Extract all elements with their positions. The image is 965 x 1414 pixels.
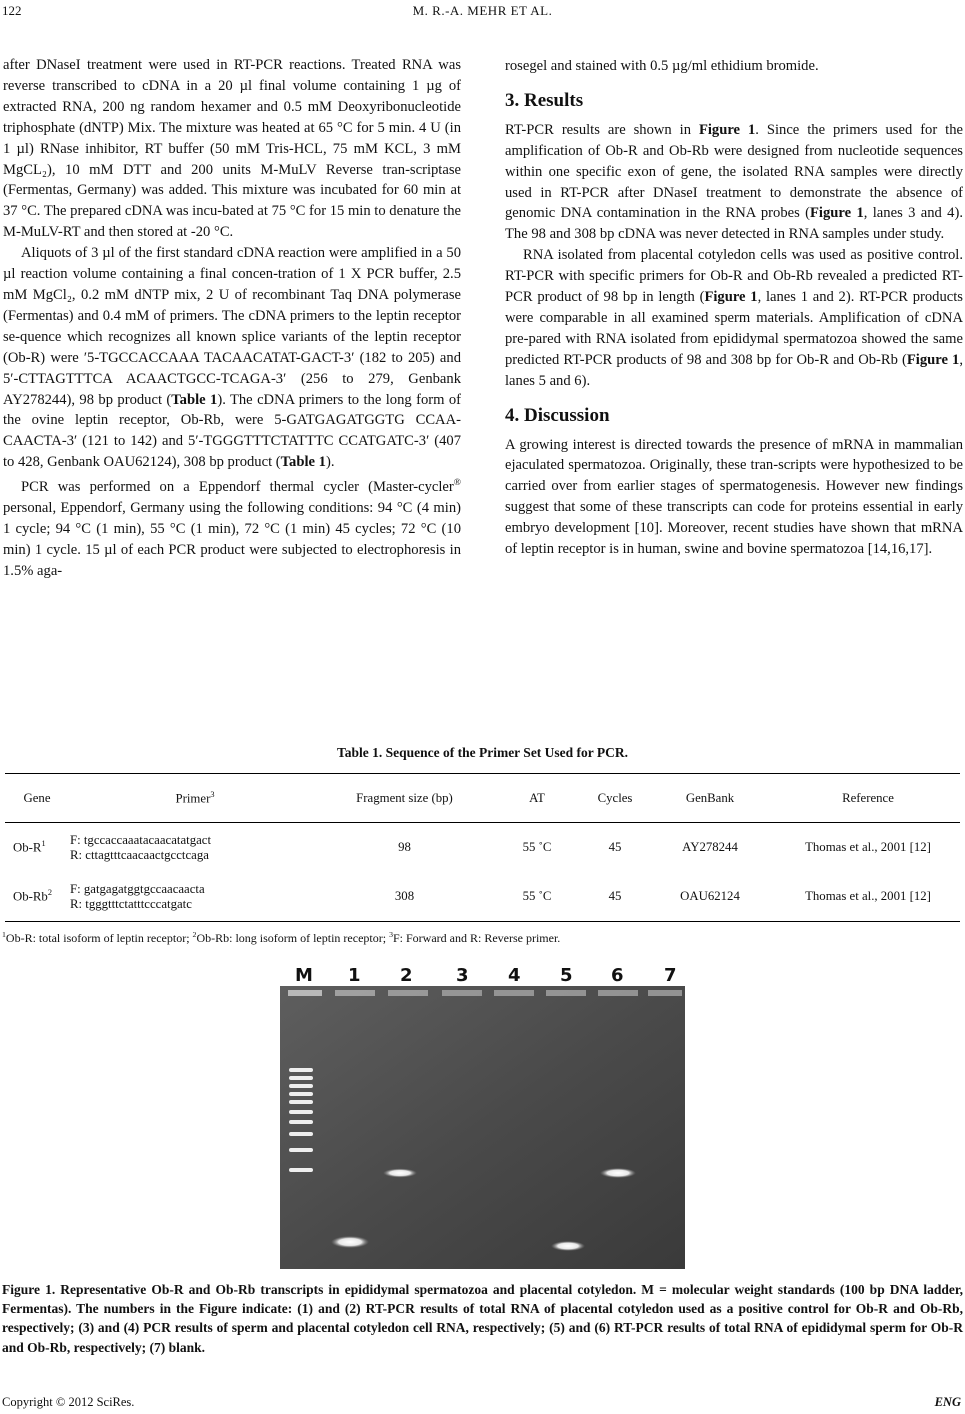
text-run: Aliquots of 3 µl of the first standard cDNA reaction were amplified in a 50 µl reaction volume containing a final concen-tration of 1 X PCR buffer, 2.5 mM MgCl₂, 0.2 mM dNTP mix, 2 U of recombinant Taq DNA polymerase (Fermentas) and 0.4 mM of primers. The cDNA primers to the leptin receptor se-quence which recognizes all known splice variants of the leptin receptor (Ob-R) were ′5-TGCCACCAAA TACAACATAT-GACT-3′ (182 to 205) and 5′-CTTAGTTTCA ACAACTGCC-TCAGA-3′ (256 to 279, Genbank AY278244), 98 bp product ( [3, 245, 461, 408]
cell-reference: Thomas et al., 2001 [12] [776, 872, 960, 922]
forward-primer: F: tgccaccaaatacaacatatgact [70, 832, 212, 847]
lane-label: 3 [456, 965, 469, 986]
lane-label: 2 [400, 965, 413, 986]
primer-table [5, 773, 960, 922]
header-primer [69, 774, 321, 823]
figure-reference: Figure 1 [810, 205, 864, 222]
footnote-text: Ob-R: total isoform of leptin receptor; [5, 931, 193, 945]
header-reference: Reference [776, 774, 960, 823]
lane-label: 4 [508, 965, 521, 986]
cell-primer [69, 872, 321, 922]
footnote-marker: 2 [47, 888, 52, 898]
text-run: ). [325, 454, 335, 471]
results-paragraph-2 [505, 245, 963, 391]
gene-name: Ob-R [13, 840, 42, 855]
cell-cycles: 45 [608, 840, 622, 854]
reverse-primer: R: tgggtttctatttcccatgatc [70, 896, 192, 911]
header-at: AT [488, 774, 586, 823]
cell-fragment-size: 308 [321, 872, 488, 922]
figure-reference: Figure 1 [698, 121, 756, 138]
text-run: , lanes 3 and 4). The 98 and 308 bp cDNA was never detected in RNA samples under study. [505, 205, 963, 243]
left-column [3, 55, 461, 582]
lane-label: 7 [664, 965, 677, 986]
table-footnote [2, 930, 560, 946]
text-run: RNA isolated from placental cotyledon cells was used as positive control. RT-PCR with specific primers for Ob-R and Ob-Rb revealed a predicted RT-PCR product of 98 bp in length ( [505, 247, 963, 306]
header-fragment-size: Fragment size (bp) [321, 774, 488, 823]
table-caption: Table 1. Sequence of the Primer Set Used for PCR. [336, 745, 629, 760]
table-row [5, 823, 960, 873]
cell-at: 55 ˚C [488, 872, 586, 922]
cell-cycles: 45 [586, 872, 644, 922]
text-run: ). The cDNA primers to the long form of the ovine leptin receptor, Ob-Rb, were 5-GATGAGATGGTG CCAA-CAACTA-3′ (121 to 142) and 5′-TGGGTTTCTATTTC CCATGATC-3′ (407 to 428, Genbank OAU62124), 308 bp product ( [3, 391, 462, 471]
methods-paragraph-end: rosegel and stained with 0.5 µg/ml ethidium bromide. [505, 58, 819, 74]
footer-copyright: Copyright © 2012 SciRes. [2, 1395, 135, 1409]
text-run: personal, Eppendorf, Germany using the following conditions: 94 °C (4 min) 1 cycle; 94 °C (1 min), 55 °C (1 min), 72 °C (1 min) 45 cycles; 72 °C (10 min) 1 cycle. 15 µl of each PCR product were subjected to electrophoresis in 1.5% aga- [3, 499, 461, 579]
lane-label: 6 [611, 965, 624, 986]
reverse-primer: R: cttagtttcaacaactgcctcaga [70, 847, 209, 862]
cell-reference: Thomas et al., 2001 [12] [805, 840, 931, 854]
text-run: RT-PCR results are shown in [505, 121, 699, 138]
methods-paragraph-2 [3, 243, 461, 473]
discussion-paragraph-1: A growing interest is directed towards the presence of mRNA in mammalian ejaculated spermatozoa. Originally, these tran-scripts were hypothesized to be carried over from earlier stages of spermatogenesis. However new findings suggest that some of these transcripts can code for proteins essential in early embryo development [10]. Moreover, recent studies have shown that mRNA of leptin receptor is in human, swine and bovine spermatozoa [14,16,17]. [505, 436, 963, 558]
page-number: 122 [2, 3, 22, 18]
footnote-marker: 1 [41, 839, 46, 849]
header-cycles: Cycles [586, 774, 644, 823]
lane-label: M [295, 965, 313, 986]
footnote-marker: 3 [389, 930, 393, 939]
header-primer-label: Primer [175, 791, 211, 806]
lane-label: 1 [348, 965, 361, 986]
text-run: . Since the primers used for the amplification of Ob-R and Ob-Rb were designed from nucleotide sequences within one specific exon of gene, the isolated RNA samples were directly used in RT-PCR after DNaseI treatment to demonstrate the absence of genomic DNA contamination in the RNA probes ( [505, 121, 963, 222]
cell-genbank: AY278244 [682, 840, 738, 854]
table-row [5, 872, 960, 922]
text-run: , lanes 5 and 6). [505, 351, 963, 389]
figure-caption: Figure 1. Representative Ob-R and Ob-Rb transcripts in epididymal spermatozoa and placental cotyledon. M = molecular weight standards (100 bp DNA ladder, Fermentas). The numbers in the Figure indicate: (1) and (2) RT-PCR results of total RNA of placental cotyledon used as a positive control for Ob-R and Ob-Rb, respectively; (3) and (4) PCR results of sperm and placental cotyledon cell RNA, respectively; (5) and (6) RT-PCR results of total RNA of epididymal sperm for Ob-R and Ob-Rb, respectively; (7) blank. [2, 1282, 963, 1355]
footnote-marker: 1 [2, 930, 6, 939]
cell-genbank: OAU62124 [644, 872, 776, 922]
section-heading-discussion: 4. Discussion [505, 404, 610, 426]
table-header-row [5, 774, 960, 823]
table-reference: Table 1 [171, 391, 218, 408]
methods-paragraph-3 [3, 473, 461, 581]
figure-reference: Figure 1 [704, 289, 758, 306]
gene-name: Ob-Rb [13, 889, 48, 904]
section-heading-results: 3. Results [505, 89, 584, 111]
forward-primer: F: gatgagatggtgccaacaacta [70, 881, 205, 896]
footnote-text: F: Forward and R: Reverse primer. [392, 931, 561, 945]
footnote-text: Ob-Rb: long isoform of leptin receptor; [196, 931, 390, 945]
footnote-marker: 3 [210, 789, 215, 799]
lane-label: 5 [560, 965, 573, 986]
gel-electrophoresis-image [280, 986, 685, 1269]
text-run: , lanes 1 and 2). RT-PCR products were comparable in all examined sperm materials. Amplification of cDNA pre-pared with RNA isolated from epididymal spermatozoa showed the same predicted RT-PCR products of 98 and 308 bp for Ob-R and Ob-Rb ( [505, 289, 963, 368]
cell-primer [69, 823, 321, 873]
text-run: PCR was performed on a Eppendorf thermal cycler (Master-cycler [21, 478, 454, 495]
right-column [505, 56, 963, 560]
cell-gene [5, 872, 69, 922]
cell-at: 55 ˚C [522, 840, 552, 854]
figure-reference: Figure 1 [906, 351, 960, 368]
footer-journal: ENG [934, 1395, 961, 1409]
running-title: M. R.-A. MEHR ET AL. [412, 3, 553, 18]
table-reference: Table 1 [280, 454, 326, 471]
methods-paragraph-1: after DNaseI treatment were used in RT-PCR reactions. Treated RNA was reverse transcribed to cDNA in a 20 µl final volume containing 1 µg of extracted RNA, 200 ng random hexamer and 0.5 mM Deoxyribonucleotide triphosphate (dNTP) Mix. The mixture was heated at 65 °C for 5 min. 4 U (in 1 µl) RNase inhibitor, RT buffer (50 mM Tris-HCL, 75 mM KCL, 3 mM MgCL₂), 10 mM DTT and 200 units M-MuLV Reverse tran-scriptase (Fermentas, Germany) was added. This mixture was incubated for 60 min at 37 °C. The prepared cDNA was incu-bated at 75 °C for 15 min to denature the M-MuLV-RT and then stored at -20 °C. [3, 57, 462, 241]
registered-mark: ® [453, 478, 461, 489]
header-gene: Gene [5, 774, 69, 823]
footnote-marker: 2 [192, 930, 197, 939]
results-paragraph-1 [505, 120, 963, 245]
header-genbank: GenBank [644, 774, 776, 823]
cell-fragment-size: 98 [398, 840, 411, 854]
gel-lane-labels [280, 965, 690, 987]
cell-gene [5, 823, 69, 873]
